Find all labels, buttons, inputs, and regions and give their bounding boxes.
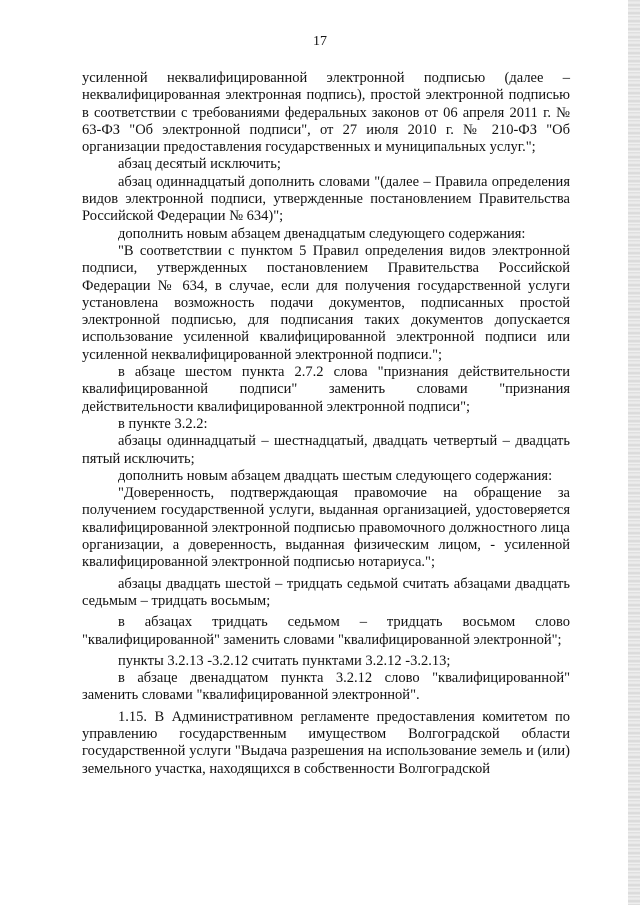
paragraph: "Доверенность, подтверждающая правомочие на обращение за получением государственной услуги, выданная организацией, удостоверяется квалифицированной электронной подписью правомочного должностного лица организации, а доверенность, выданная физическим лицом, - усиленной квалифицированной электронной подписью нотариуса."; xyxy=(82,485,570,571)
document-body xyxy=(82,70,570,778)
paragraph: 1.15. В Административном регламенте предоставления комитетом по управлению государственным имуществом Волгоградской области государственной услуги "Выдача разрешения на использование земель и (или) земельного участка, находящихся в собственности Волгоградской xyxy=(82,708,570,777)
paragraph: в абзацах тридцать седьмом – тридцать восьмом слово "квалифицированной" заменить словами "квалифицированной электронной"; xyxy=(82,614,570,648)
paragraph: дополнить новым абзацем двенадцатым следующего содержания: xyxy=(118,225,526,242)
paragraph: "В соответствии с пунктом 5 Правил определения видов электронной подписи, утвержденных постановлением Правительства Российской Федерации № 634, в случае, если для получения государственной услуги установлена возможность подачи документов, подписанных простой электронной подписью, для подписания таких документов допускается использование усиленной квалифицированной электронной подписи или усиленной неквалифицированной электронной подписи."; xyxy=(82,242,570,363)
page-number: 17 xyxy=(313,34,327,49)
paragraph: пункты 3.2.13 -3.2.12 считать пунктами 3.2.12 -3.2.13; xyxy=(118,652,451,669)
paragraph: в абзаце двенадцатом пункта 3.2.12 слово "квалифицированной" заменить словами "квалифицированной электронной". xyxy=(82,670,570,704)
paragraph: абзацы одиннадцатый – шестнадцатый, двадцать четвертый – двадцать пятый исключить; xyxy=(82,433,570,467)
paragraph: усиленной неквалифицированной электронной подписью (далее – неквалифицированная электронная подпись), простой электронной подписью в соответствии с требованиями федеральных законов от 06 апреля 2011 г. № 63-ФЗ "Об электронной подписи", от 27 июля 2010 г. № 210-ФЗ "Об организации предоставления государственных и муниципальных услуг."; xyxy=(82,70,570,156)
scan-edge xyxy=(628,0,640,905)
paragraph: дополнить новым абзацем двадцать шестым следующего содержания: xyxy=(118,467,553,484)
paragraph: в пункте 3.2.2: xyxy=(118,415,208,432)
paragraph: абзац одиннадцатый дополнить словами "(далее – Правила определения видов электронной подписи, утвержденные постановлением Правительства Российской Федерации № 634)"; xyxy=(82,173,570,225)
paragraph: в абзаце шестом пункта 2.7.2 слова "признания действительности квалифицированной подписи" заменить словами "признания действительности квалифицированной электронной подписи"; xyxy=(82,364,570,415)
paragraph: абзац десятый исключить; xyxy=(118,156,281,173)
paragraph: абзацы двадцать шестой – тридцать седьмой считать абзацами двадцать седьмым – тридцать восьмым; xyxy=(82,575,570,609)
